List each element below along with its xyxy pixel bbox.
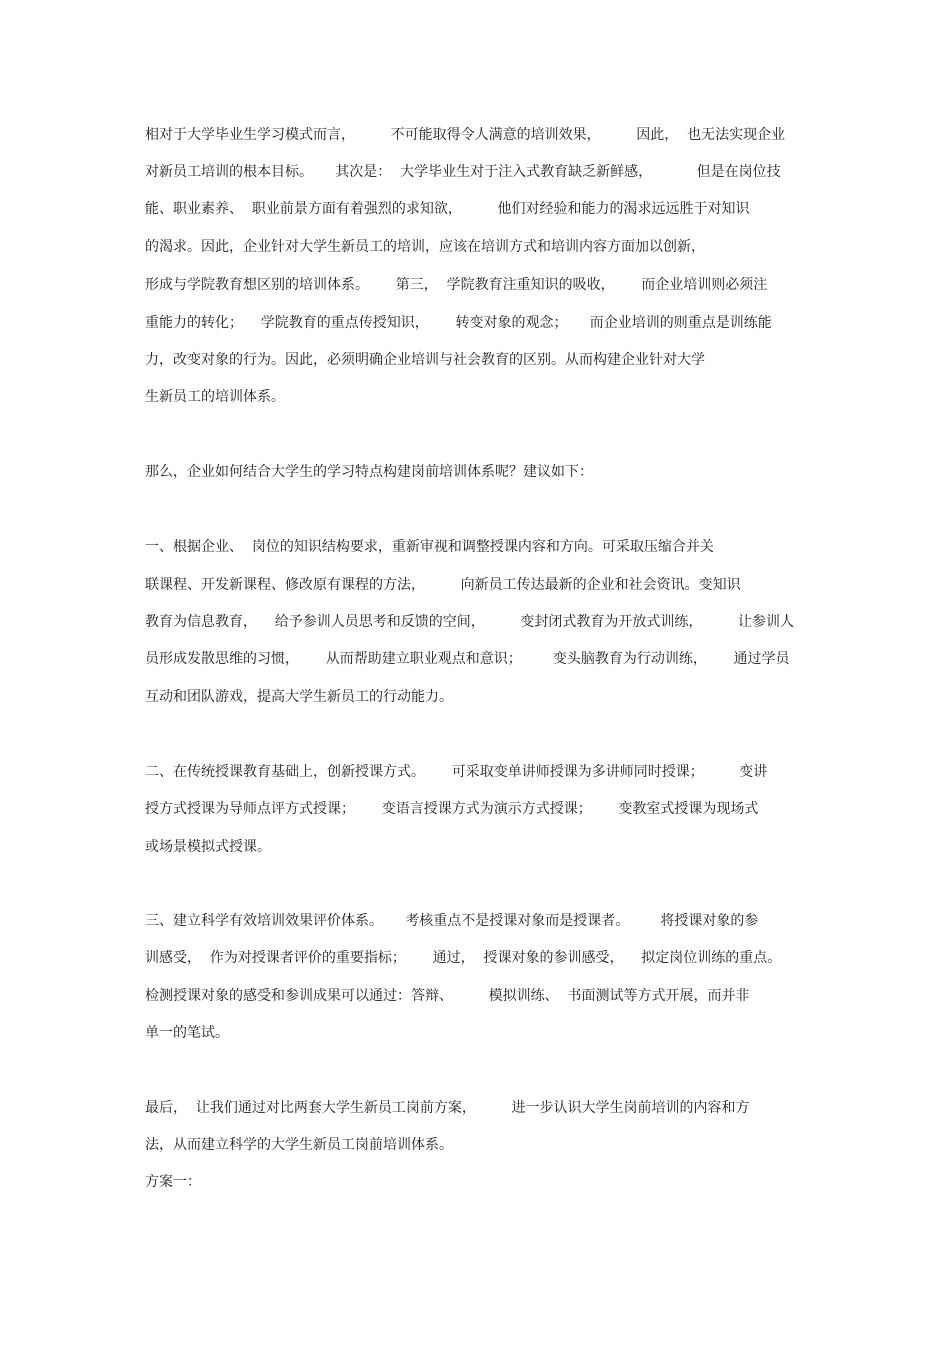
text-line: 相对于大学毕业生学习模式而言， 不可能取得令人满意的培训效果， 因此， 也无法实现企业 bbox=[145, 127, 786, 143]
text-line: 重能力的转化； 学院教育的重点传授知识， 转变对象的观念； 而企业培训的则重点是训练能 bbox=[145, 315, 772, 331]
text-line: 一、根据企业、 岗位的知识结构要求，重新审视和调整授课内容和方向。可采取压缩合并关 bbox=[145, 539, 714, 555]
text-line: 形成与学院教育想区别的培训体系。 第三， 学院教育注重知识的吸收， 而企业培训则必须注 bbox=[145, 277, 768, 293]
text-line: 互动和团队游戏，提高大学生新员工的行动能力。 bbox=[145, 689, 453, 705]
section-heading: 方案一： bbox=[145, 1174, 201, 1190]
text-line: 能、职业素养、 职业前景方面有着强烈的求知欲， 他们对经验和能力的渴求远远胜于对知识 bbox=[145, 201, 750, 217]
text-line: 检测授课对象的感受和参训成果可以通过：答辩、 模拟训练、 书面测试等方式开展，而并非 bbox=[145, 988, 750, 1004]
text-line: 力，改变对象的行为。因此，必须明确企业培训与社会教育的区别。从而构建企业针对大学 bbox=[145, 352, 705, 368]
text-line: 那么，企业如何结合大学生的学习特点构建岗前培训体系呢？建议如下： bbox=[145, 464, 593, 480]
text-line: 训感受， 作为对授课者评价的重要指标； 通过， 授课对象的参训感受， 拟定岗位训练的重点。 bbox=[145, 950, 782, 966]
text-line: 教育为信息教育， 给予参训人员思考和反馈的空间， 变封闭式教育为开放式训练， 让参训人 bbox=[145, 614, 795, 630]
text-line: 法，从而建立科学的大学生新员工岗前培训体系。 bbox=[145, 1137, 453, 1153]
text-line: 对新员工培训的根本目标。 其次是： 大学毕业生对于注入式教育缺乏新鲜感， 但是在岗位技 bbox=[145, 164, 781, 180]
text-line: 最后， 让我们通过对比两套大学生新员工岗前方案， 进一步认识大学生岗前培训的内容和方 bbox=[145, 1100, 750, 1116]
text-line: 的渴求。因此，企业针对大学生新员工的培训，应该在培训方式和培训内容方面加以创新， bbox=[145, 239, 705, 255]
text-line: 授方式授课为导师点评方式授课； 变语言授课方式为演示方式授课； 变教室式授课为现场式 bbox=[145, 801, 759, 817]
text-line: 三、建立科学有效培训效果评价体系。 考核重点不是授课对象而是授课者。 将授课对象的参 bbox=[145, 913, 759, 929]
text-line: 二、在传统授课教育基础上，创新授课方式。 可采取变单讲师授课为多讲师同时授课； 变讲 bbox=[145, 764, 768, 780]
text-line: 员形成发散思维的习惯， 从而帮助建立职业观点和意识； 变头脑教育为行动训练， 通过学员 bbox=[145, 651, 790, 667]
text-line: 或场景模拟式授课。 bbox=[145, 839, 271, 855]
text-line: 单一的笔试。 bbox=[145, 1025, 229, 1041]
text-line: 生新员工的培训体系。 bbox=[145, 389, 285, 405]
text-line: 联课程、开发新课程、修改原有课程的方法， 向新员工传达最新的企业和社会资讯。变知识 bbox=[145, 577, 741, 593]
